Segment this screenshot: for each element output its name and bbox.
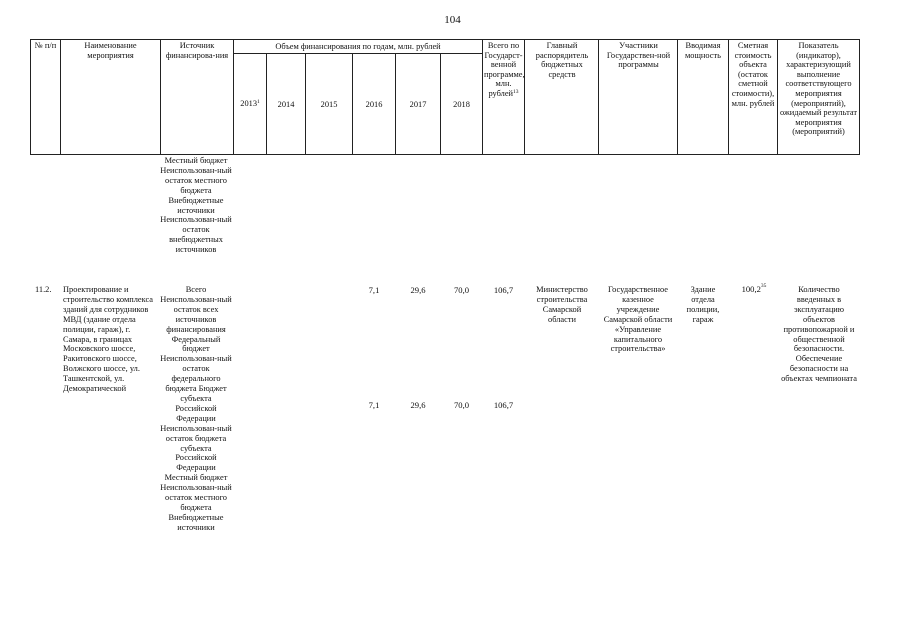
header-source: Источник финансирова-ния (165, 41, 229, 60)
source-list-top: Местный бюджет Неиспользован-ный остаток местного бюджета Внебюджетные источники Неиспользован-ный остаток внебюджетных источников (160, 156, 232, 255)
header-2017: 2017 (409, 100, 427, 109)
header-2015: 2015 (320, 100, 338, 109)
value-2018-regional: 70,0 (453, 400, 470, 410)
value-total: 106,7 (493, 285, 514, 295)
header-2014: 2014 (277, 100, 295, 109)
value-2016: 7,1 (368, 285, 380, 295)
header-estimate: Сметная стоимость объекта (остаток сметной стоимости), млн. рублей (731, 41, 775, 108)
header-2016: 2016 (365, 100, 383, 109)
table-header (30, 39, 860, 155)
header-capacity: Вводимая мощность (684, 41, 721, 60)
value-2017-regional: 29,6 (410, 400, 426, 410)
page-number: 104 (444, 14, 461, 26)
value-total-regional: 106,7 (493, 400, 514, 410)
value-2018: 70,0 (453, 285, 470, 295)
main-distributor: Министерство строительства Самарской области (536, 285, 588, 324)
value-2016-regional: 7,1 (368, 400, 380, 410)
value-2017: 29,6 (410, 285, 426, 295)
header-indicator: Показатель (индикатор), характеризующий выполнение соответствующего мероприятия (мероприятий), ожидаемый результат мероприятия (мероприятий) (779, 41, 857, 137)
header-2013: 2013$^1$ (240, 99, 260, 108)
estimate-cost: 100,2$^{35}$ (741, 283, 767, 294)
header-participants: Участники Государствен-ной программы (606, 41, 671, 70)
row-number: 11.2. (35, 285, 52, 294)
header-distributor: Главный распорядитель бюджетных средств (535, 41, 589, 79)
project-name: Проектирование и строительство комплекса зданий для сотрудников МВД (здание отдела полиции, гараж), г. Самара, в границах Московского шоссе, Ракитовского шоссе, Волжского шоссе, ул. Ташкентской, ул. Демократической (63, 285, 154, 394)
indicator: Количество введенных в эксплуатацию объектов противопожарной и общественной безопасности. Обеспечение безопасности на объектах чемпионата (781, 285, 857, 384)
header-total: Всего по Государст-венной программе, млн. рублей$^{13}$ (484, 41, 525, 98)
header-num: № п/п (34, 41, 57, 50)
source-list: Всего Неиспользован-ный остаток всех источников финансирования Федеральный бюджет Неиспользован-ный остаток федерального бюджета Бюджет субъекта Российской Федерации Неиспользован-ный остаток бюджета субъекта Российской Федерации Местный бюджет Неиспользован-ный остаток местного бюджета Внебюджетные источники (160, 285, 232, 532)
header-name: Наименование мероприятия (84, 41, 137, 60)
capacity: Здание отдела полиции, гараж (686, 285, 720, 324)
participants: Государственное казенное учреждение Самарской области «Управление капитального строительства» (603, 285, 673, 354)
header-funding: Объем финансирования по годам, млн. рублей (275, 42, 441, 51)
header-2018: 2018 (453, 100, 470, 109)
